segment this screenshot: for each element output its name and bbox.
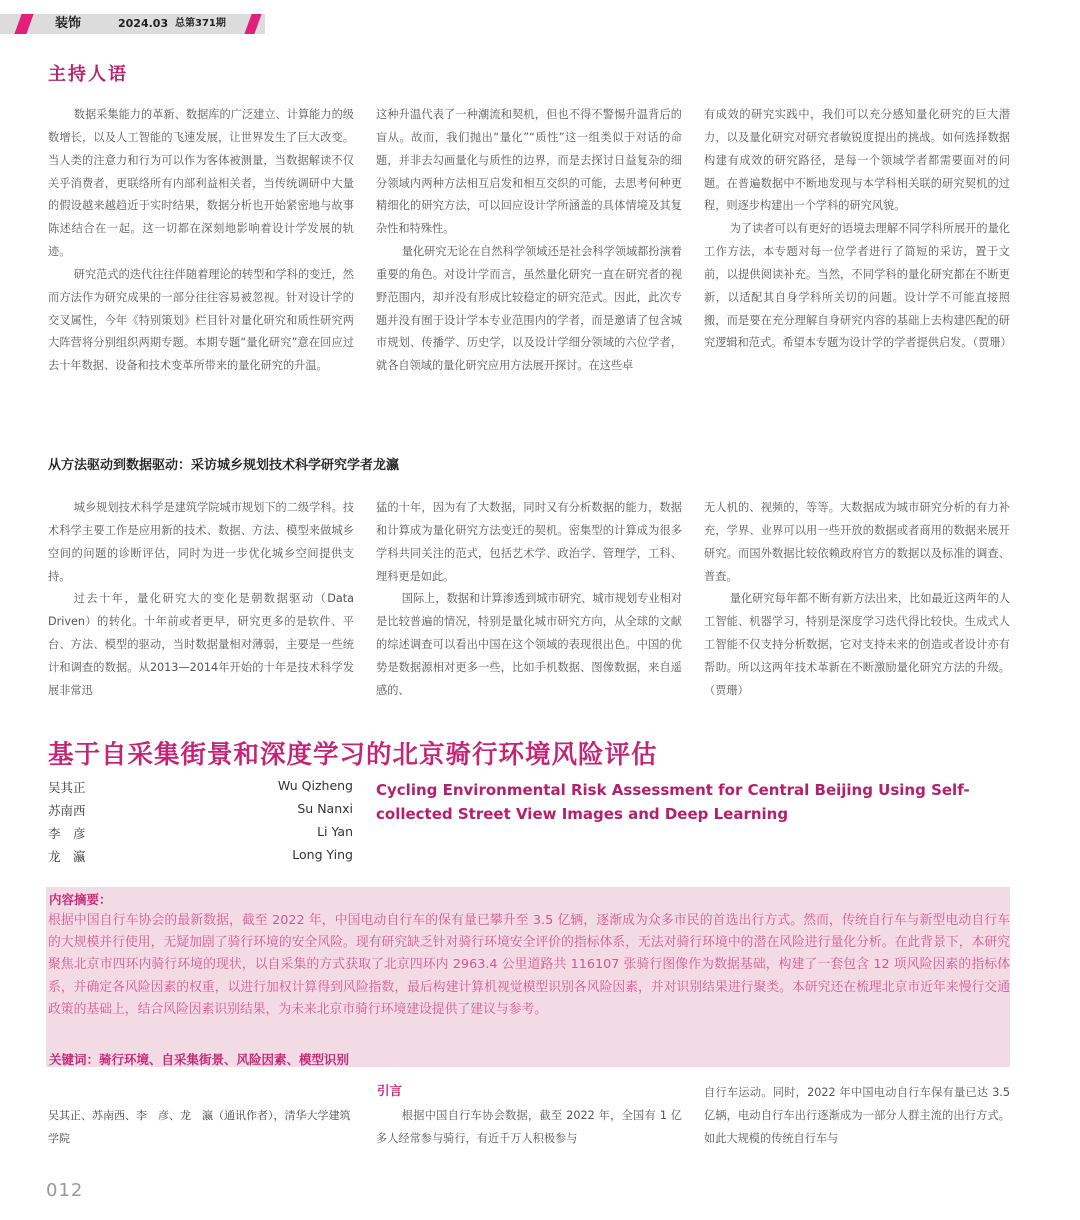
paragraph: 城乡规划技术科学是建筑学院城市规划下的二级学科。技术科学主要工作是应用新的技术、数据、方法、模型来做城乡空间的问题的诊断评估，同时为进一步优化城乡空间提供支持。 [48,501,354,583]
interview-title: 从方法驱动到数据驱动：采访城乡规划技术科学研究学者龙瀛 [48,458,400,473]
section-title: 主持人语 [48,64,128,85]
author-row [48,801,353,823]
author-name-en: Wu Qizheng [277,778,353,793]
host-words-column-1 [48,104,354,378]
paragraph: 无人机的、视频的，等等。大数据成为城市研究分析的有力补充，学界、业界可以用一些开放的数据或者商用的数据来展开研究。而国外数据比较依赖政府官方的数据以及标准的调查、普查。 [704,501,1010,583]
author-row [48,847,353,869]
interview-column-3 [704,497,1010,703]
article-title: 基于自采集街景和深度学习的北京骑行环境风险评估 [48,740,658,770]
author-row [48,778,353,800]
paragraph: 过去十年，量化研究大的变化是朝数据驱动（Data Driven）的转化。十年前或者更早，研究更多的是软件、平台、方法、模型的驱动，当时数据量相对薄弱，主要是一些统计和调查的数据。从2013—2014年开始的十年是技术科学发展非常迅 [48,592,354,697]
abstract-text: 根据中国自行车协会的最新数据，截至 2022 年，中国电动自行车的保有量已攀升至 3.5 亿辆，逐渐成为众多市民的首选出行方式。然而，传统自行车与新型电动自行车的大规模并行使用，无疑加剧了骑行环境的安全风险。现有研究缺乏针对骑行环境安全评价的指标体系，无法对骑行环境中的潜在风险进行量化分析。在此背景下，本研究聚焦北京市四环内骑行环境的现状，以自采集的方式获取了北京四环内 2963.4 公里道路共 116107 张骑行图像作为数据基础，构建了一套包含 12 项风险因素的指标体系，并确定各风险因素的权重，以进行加权计算得到风险指数，最后构建计算机视觉模型识别各风险因素，并对识别结果进行聚类。本研究还在梳理北京市近年来慢行交通政策的基础上，结合风险因素识别结果，为未来北京市骑行环境建设提供了建议与参考。 [48,913,1010,1017]
abstract-label: 内容摘要： [49,892,112,907]
author-name-en: Li Yan [317,824,353,839]
host-words-column-3 [704,104,1010,355]
paragraph: 猛的十年，因为有了大数据，同时又有分析数据的能力，数据和计算成为量化研究方法变迁的契机。密集型的计算成为很多学科共同关注的范式，包括艺术学、政治学、管理学，工科、理科更是如此。 [376,501,682,583]
paragraph: 量化研究无论在自然科学领域还是社会科学领域都扮演着重要的角色。对设计学而言，虽然量化研究一直在研究者的视野范围内，却并没有形成比较稳定的研究范式。因此，此次专题并没有囿于设计学本专业范围内的学者，而是邀请了包含城市规划、传播学、历史学，以及设计学细分领域的六位学者，就各自领域的量化研究应用方法展开探讨。在这些卓 [376,245,682,373]
issue-date: 2024.03 [118,17,169,30]
paragraph: 研究范式的迭代往往伴随着理论的转型和学科的变迁，然而方法作为研究成果的一部分往往容易被忽视。针对设计学的交叉属性，今年《特别策划》栏目针对量化研究和质性研究两大阵营将分别组织两期专题。本期专题“量化研究”意在回应过去十年数据、设备和技术变革所带来的量化研究的升温。 [48,267,354,373]
paragraph: 为了读者可以有更好的语境去理解不同学科所展开的量化工作方法，本专题对每一位学者进行了简短的采访，置于文前，以提供阅读补充。当然，不同学科的量化研究都在不断更新，以适配其自身学科所关切的问题。设计学不可能直接照搬，而是要在充分理解自身研究内容的基础上去构建匹配的研究逻辑和范式。希望本专题为设计学的学者提供启发。（贾珊） [704,222,1012,350]
intro-column-2 [376,1104,682,1150]
author-name-zh: 苏南西 [48,803,86,818]
interview-column-1 [48,497,354,703]
intro-column-3 [704,1081,1010,1150]
paragraph: 国际上，数据和计算渗透到城市研究、城市规划专业相对是比较普遍的情况，特别是量化城市研究方向，从全球的文献的综述调查可以看出中国在这个领域的表现很出色。中国的优势是数据源相对更多一些，比如手机数据、图像数据，来自遥感的、 [376,592,682,697]
author-affiliation: 吴其正、苏南西、李 彦、龙 瀛（通讯作者），清华大学建筑学院 [48,1109,351,1145]
host-words-column-2 [376,104,682,378]
intro-heading: 引言 [377,1083,403,1098]
paragraph: 数据采集能力的革新、数据库的广泛建立、计算能力的级数增长，以及人工智能的飞速发展，让世界发生了巨大改变。当人类的注意力和行为可以作为客体被测量，当数据解读不仅关乎消费者，更联络所有内部利益相关者，当传统调研中大量的假设越来越趋近于实时结果，数据分析也开始紧密地与故事陈述结合在一起。这一切都在深刻地影响着设计学发展的轨迹。 [48,108,354,259]
author-name-zh: 李 彦 [48,826,86,841]
article-title-english: Cycling Environmental Risk Assessment for Central Beijing Using Self-collected Street View Images and Deep Learning [376,781,970,823]
author-name-zh: 吴其正 [48,780,86,795]
paragraph: 量化研究每年都不断有新方法出来，比如最近这两年的人工智能、机器学习，特别是深度学习迭代得比较快。生成式人工智能不仅支持分析数据，它对支持未来的创造或者设计亦有帮助。所以这两年技术革新在不断激励量化研究方法的升级。（贾珊） [704,592,1010,697]
interview-column-2 [376,497,682,703]
author-name-en: Long Ying [292,847,353,862]
magazine-logo: 装饰 [55,16,82,31]
paragraph: 自行车运动。同时，2022 年中国电动自行车保有量已达 3.5 亿辆，电动自行车出行逐渐成为一部分人群主流的出行方式。如此大规模的传统自行车与 [704,1086,1010,1145]
keywords: 关键词：骑行环境、自采集街景、风险因素、模型识别 [49,1052,350,1067]
author-name-zh: 龙 瀛 [48,849,86,864]
paragraph: 根据中国自行车协会数据，截至 2022 年，全国有 1 亿多人经常参与骑行，有近千万人积极参与 [376,1109,682,1145]
page-number: 012 [46,1180,84,1201]
paragraph: 有成效的研究实践中，我们可以充分感知量化研究的巨大潜力，以及量化研究对研究者敏锐度提出的挑战。如何选择数据构建有成效的研究路径，是每一个领域学者都需要面对的问题。在普遍数据中不断地发现与本学科相关联的研究契机的过程，则逐步构建出一个学科的研究风貌。 [704,108,1010,213]
issue-number: 总第371期 [175,18,226,29]
author-name-en: Su Nanxi [297,801,353,816]
paragraph: 这种升温代表了一种潮流和契机，但也不得不警惕升温背后的盲从。故而，我们抛出“量化”“质性”这一组类似于对话的命题，并非去勾画量化与质性的边界，而是去探讨日益复杂的细分领域内两种方法相互启发和相互交织的可能，去思考何种更精细化的研究方法，可以回应设计学所涵盖的具体情境及其复杂性和特殊性。 [376,108,682,236]
author-row [48,824,353,846]
